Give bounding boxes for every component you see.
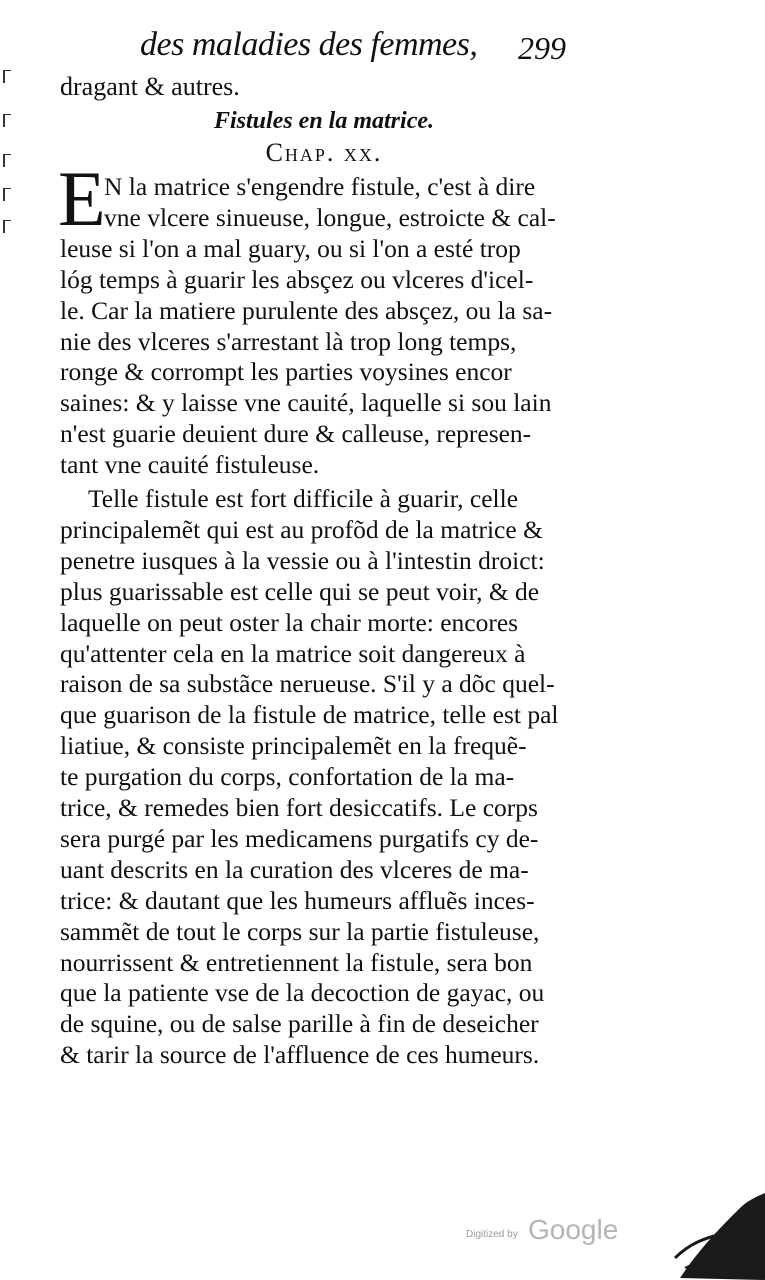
text-line: vne vlcere sinueuse, longue, estroicte & cal- — [104, 202, 556, 232]
page-number: 299 — [518, 30, 566, 66]
text-line: raison de sa substãce nerueuse. S'il y a dõc quel- — [60, 669, 555, 699]
text-line: & tarir la source de l'affluence de ces humeurs. — [60, 1040, 540, 1070]
text-line: lóg temps à guarir les absçez ou vlceres d'icel- — [60, 264, 534, 294]
watermark-caption: Digitized by — [466, 1229, 518, 1240]
text-line: leuse si l'on a mal guary, ou si l'on a esté trop — [60, 233, 521, 263]
text-line: que la patiente vse de la decoction de gayac, ou — [60, 978, 545, 1008]
text-line: sera purgé par les medicamens purgatifs cy de- — [60, 823, 539, 853]
text-line: tant vne cauité fistuleuse. — [60, 450, 320, 480]
text-line: saines: & y laisse vne cauité, laquelle si sou lain — [60, 388, 552, 418]
text-line: nourrissent & entretiennent la fistule, sera bon — [60, 947, 533, 977]
text-line: liatiue, & consiste principalemẽt en la frequẽ- — [60, 731, 527, 761]
text-line: n'est guarie deuient dure & calleuse, represen- — [60, 419, 532, 449]
page-header — [140, 24, 600, 74]
text-line: laquelle on peut oster la chair morte: encores — [60, 607, 519, 637]
text-line: ronge & corrompt les parties voysines encor — [60, 357, 512, 387]
section-title: Fistules en la matrice. — [213, 108, 434, 134]
text-line: trice, & remedes bien fort desiccatifs. Le corps — [60, 793, 538, 822]
text-line: principalemẽt qui est au profõd de la matrice & — [60, 514, 543, 544]
text-line: que guarison de la fistule de matrice, telle est pal — [60, 700, 559, 730]
text-line: de squine, ou de salse parille à fin de deseicher — [60, 1009, 539, 1039]
catchline: dragant & autres. — [60, 72, 240, 101]
text-line: trice: & dautant que les humeurs affluẽs inces- — [60, 885, 535, 915]
text-line: uant descrits en la curation des vlceres de ma- — [60, 854, 529, 884]
running-head: des maladies des femmes, — [140, 26, 478, 63]
text-line: plus guarissable est celle qui se peut voir, & de — [60, 576, 540, 606]
chapter-label: Chap. xx. — [265, 138, 383, 167]
margin-binding-marks — [0, 70, 12, 270]
google-logo: Google — [528, 1214, 619, 1245]
text-line: le. Car la matiere purulente des absçez, ou la sa- — [60, 295, 553, 325]
drop-cap-initial: E — [58, 155, 106, 242]
text-line: Telle fistule est fort difficile à guarir, celle — [88, 484, 519, 513]
text-line: penetre iusques à la vessie ou à l'intestin droict: — [60, 545, 545, 575]
text-line: N la matrice s'engendre fistule, c'est à dire — [104, 172, 536, 201]
text-line: sammẽt de tout le corps sur la partie fistuleuse, — [60, 916, 540, 946]
text-line: nie des vlceres s'arrestant là trop long temps, — [60, 326, 517, 356]
text-line: qu'attenter cela en la matrice soit dangereux à — [60, 638, 526, 668]
ink-ornament-icon — [670, 1188, 765, 1280]
text-line: te purgation du corps, confortation de la ma- — [60, 762, 515, 792]
